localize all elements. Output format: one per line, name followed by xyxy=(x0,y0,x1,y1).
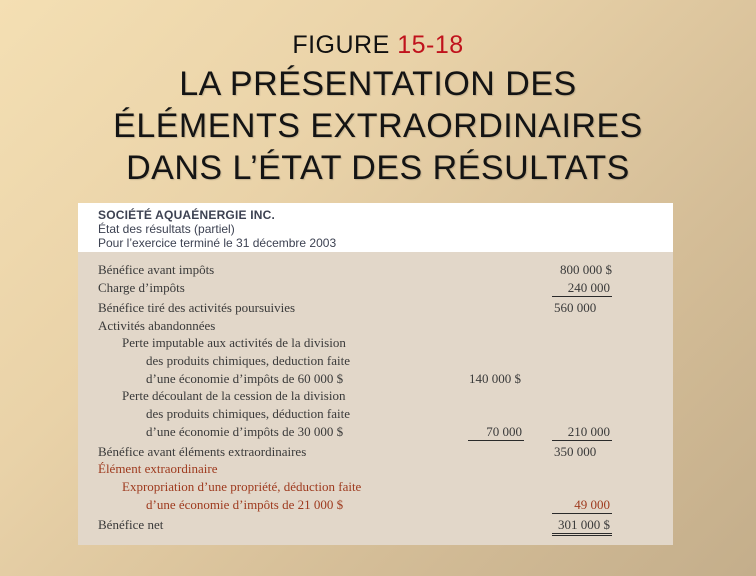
row-amount-total: 210 000 xyxy=(552,424,612,441)
row-label: Bénéfice tiré des activités poursuivies xyxy=(98,300,296,315)
row-amount-total: 560 000 xyxy=(554,300,597,315)
row-amount-total: 301 000 $ xyxy=(552,517,612,536)
statement-period: Pour l’exercice terminé le 31 décembre 2003 xyxy=(98,236,337,250)
figure-title-line-2: ÉLÉMENTS EXTRAORDINAIRES xyxy=(113,107,643,145)
row-amount-partial: 140 000 $ xyxy=(469,371,521,386)
row-amount-partial: 70 000 xyxy=(468,424,524,441)
row-label: Élément extraordinaire xyxy=(98,461,218,476)
row-label: Expropriation d’une propriété, déduction faite xyxy=(122,479,362,494)
row-label: Bénéfice avant éléments extraordinaires xyxy=(98,444,307,459)
row-label: Activités abandonnées xyxy=(98,318,216,333)
row-label: des produits chimiques, deduction faite xyxy=(146,353,350,368)
row-amount-total: 350 000 xyxy=(554,444,597,459)
row-label: Charge d’impôts xyxy=(98,280,185,295)
statement-header xyxy=(78,203,673,252)
row-label: d’une économie d’impôts de 21 000 $ xyxy=(146,497,344,512)
row-label: Bénéfice net xyxy=(98,517,164,532)
income-statement-panel xyxy=(78,203,673,545)
row-label: des produits chimiques, déduction faite xyxy=(146,406,350,421)
row-label: Perte découlant de la cession de la division xyxy=(122,388,346,403)
row-amount-total: 240 000 xyxy=(552,280,612,297)
row-amount-total: 49 000 xyxy=(552,497,612,514)
statement-subtitle: État des résultats (partiel) xyxy=(98,222,235,236)
row-label: Perte imputable aux activités de la division xyxy=(122,335,346,350)
figure-label xyxy=(0,30,756,60)
row-label: d’une économie d’impôts de 60 000 $ xyxy=(146,371,344,386)
figure-title-line-1: LA PRÉSENTATION DES xyxy=(179,65,577,103)
row-label: d’une économie d’impôts de 30 000 $ xyxy=(146,424,344,439)
figure-title-line-3: DANS L’ÉTAT DES RÉSULTATS xyxy=(126,149,630,187)
figure-label-text: FIGURE xyxy=(292,31,390,59)
row-amount-total: 800 000 $ xyxy=(560,262,612,277)
company-name: SOCIÉTÉ AQUAÉNERGIE INC. xyxy=(98,208,276,222)
figure-number: 15-18 xyxy=(397,31,464,59)
row-label: Bénéfice avant impôts xyxy=(98,262,215,277)
